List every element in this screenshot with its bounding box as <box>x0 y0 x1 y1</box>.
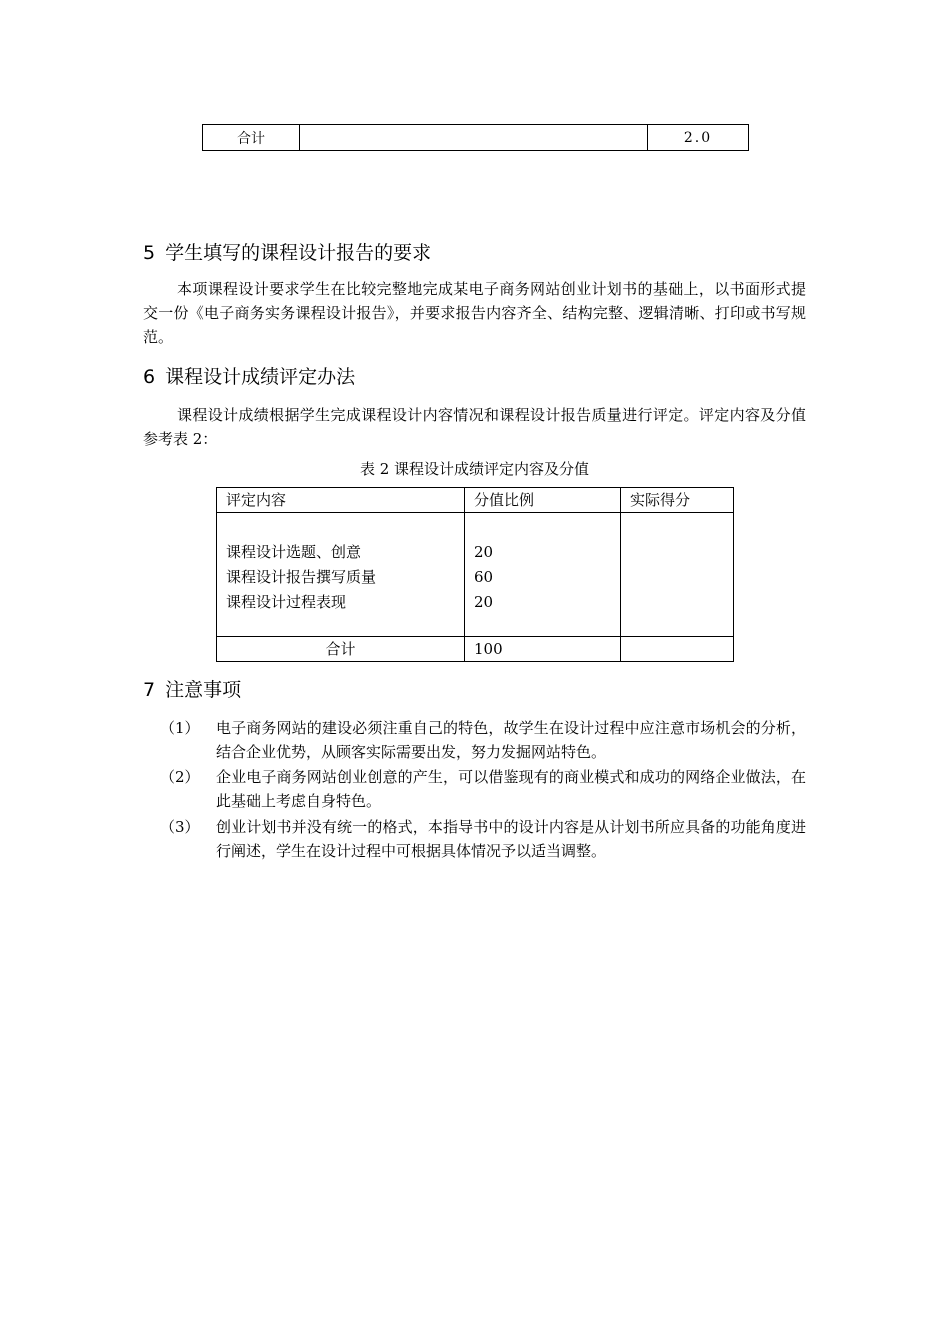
table-row <box>203 125 749 151</box>
section-title: 课程设计成绩评定办法 <box>165 366 356 388</box>
section-5-paragraph: 本项课程设计要求学生在比较完整地完成某电子商务网站创业计划书的基础上，以书面形式提交一份《电子商务实务课程设计报告》，并要求报告内容齐全、结构完整、逻辑清晰、打印或书写规范。 <box>143 280 806 346</box>
section-7-heading <box>143 678 241 702</box>
section-number: 7 <box>143 679 156 701</box>
table-header-row <box>217 488 734 513</box>
actual-total-cell <box>621 637 734 662</box>
empty-cell <box>300 125 648 151</box>
score-value: 60 <box>474 568 494 586</box>
section-number: 5 <box>143 242 156 264</box>
note-text: 创业计划书并没有统一的格式，本指导书中的设计内容是从计划书所应具备的功能角度进行阐述，学生在设计过程中可根据具体情况予以适当调整。 <box>216 818 806 860</box>
header-cell: 分值比例 <box>465 488 621 513</box>
header-cell: 实际得分 <box>621 488 734 513</box>
section-number: 6 <box>143 366 156 388</box>
total-label-cell: 合计 <box>217 637 465 662</box>
section-6-heading <box>143 365 355 389</box>
note-number: （3） <box>160 818 200 836</box>
section-title: 注意事项 <box>165 679 242 701</box>
list-item: 课程设计过程表现 <box>226 593 347 611</box>
section-5-heading <box>143 241 431 265</box>
table-row <box>217 513 734 637</box>
note-number: （1） <box>160 719 200 737</box>
total-value-cell: 2.0 <box>648 125 749 151</box>
total-value-cell: 100 <box>465 637 621 662</box>
scores-cell <box>465 513 621 637</box>
note-text: 电子商务网站的建设必须注重自己的特色，故学生在设计过程中应注意市场机会的分析，结合企业优势，从顾客实际需要出发，努力发掘网站特色。 <box>216 719 806 761</box>
items-cell <box>217 513 465 637</box>
note-number: （2） <box>160 768 200 786</box>
section-title: 学生填写的课程设计报告的要求 <box>165 242 432 264</box>
score-value: 20 <box>474 543 494 561</box>
header-cell: 评定内容 <box>217 488 465 513</box>
table-caption: 表 2 课程设计成绩评定内容及分值 <box>359 460 590 478</box>
total-label-cell: 合计 <box>203 125 300 151</box>
grading-table <box>216 487 734 662</box>
list-item: 课程设计选题、创意 <box>226 543 362 561</box>
summary-table <box>202 124 749 151</box>
list-item: 课程设计报告撰写质量 <box>226 568 377 586</box>
table-total-row <box>217 637 734 662</box>
score-value: 20 <box>474 593 494 611</box>
actual-score-cell <box>621 513 734 637</box>
section-6-paragraph: 课程设计成绩根据学生完成课程设计内容情况和课程设计报告质量进行评定。评定内容及分值参考表 2： <box>143 406 806 448</box>
note-text: 企业电子商务网站创业创意的产生，可以借鉴现有的商业模式和成功的网络企业做法，在此基础上考虑自身特色。 <box>216 768 806 810</box>
